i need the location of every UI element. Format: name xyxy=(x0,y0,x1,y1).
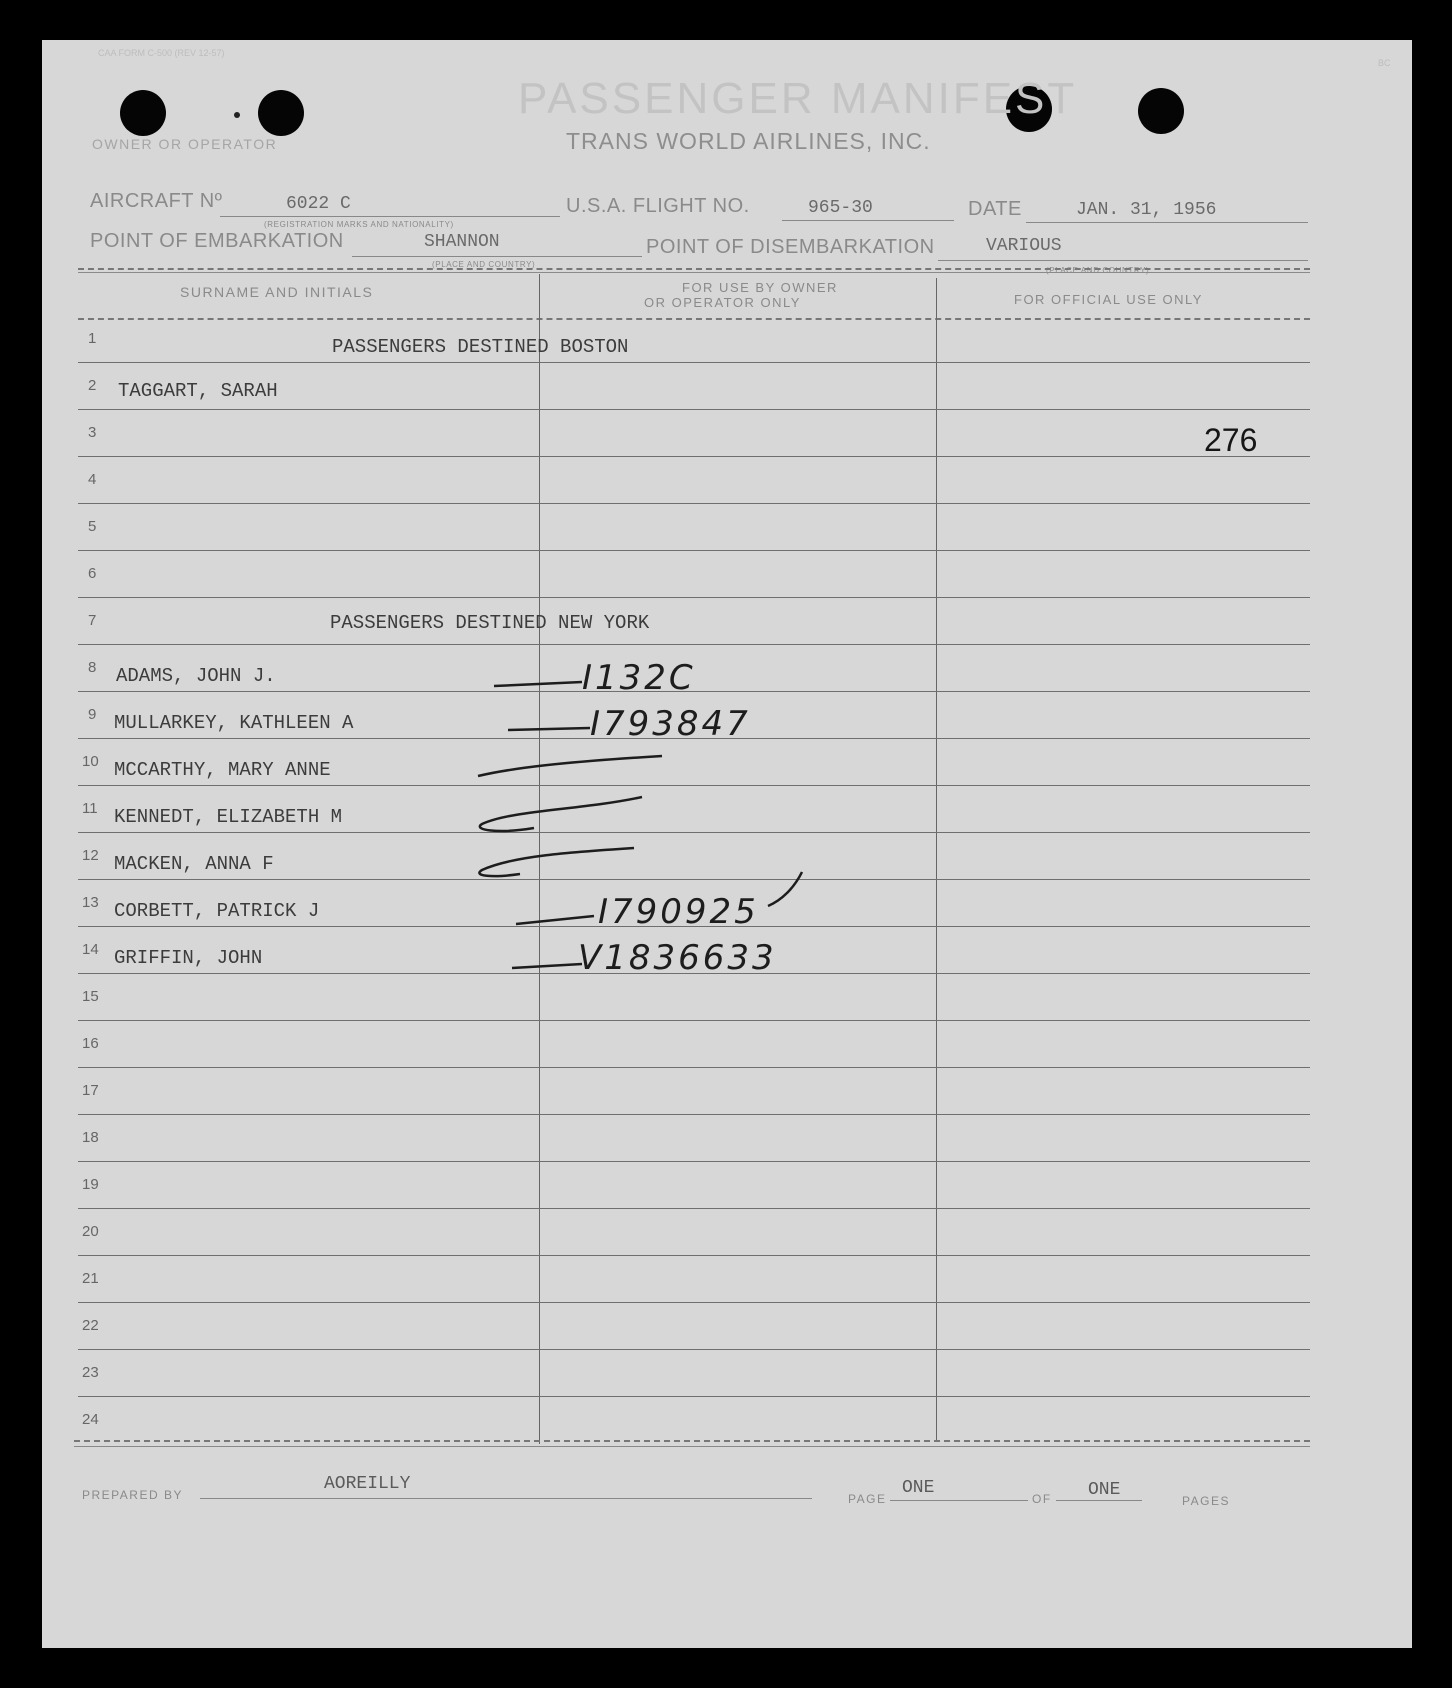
pen-stroke xyxy=(494,682,582,686)
passenger-name: CORBETT, PATRICK J xyxy=(114,900,320,922)
passenger-name: MULLARKEY, KATHLEEN A xyxy=(114,712,354,734)
disembarkation-value: VARIOUS xyxy=(986,236,1062,256)
column-header-surname: SURNAME AND INITIALS xyxy=(180,284,374,300)
page-label: PAGE xyxy=(848,1492,887,1506)
row-number: 15 xyxy=(82,988,99,1005)
section-heading-boston: PASSENGERS DESTINED BOSTON xyxy=(332,336,629,358)
row-number: 20 xyxy=(82,1223,99,1240)
of-value: ONE xyxy=(1088,1480,1121,1500)
of-label: OF xyxy=(1032,1492,1052,1506)
pen-stroke xyxy=(512,964,582,968)
prepared-by-value: AOREILLY xyxy=(324,1474,411,1494)
manifest-sheet xyxy=(42,40,1412,1648)
handwritten-entry: I132C xyxy=(582,658,696,698)
page-underline xyxy=(890,1500,1028,1501)
disembarkation-note: (PLACE AND COUNTRY) xyxy=(1046,266,1150,275)
owner-operator-label: OWNER OR OPERATOR xyxy=(92,136,278,152)
passenger-name: MCCARTHY, MARY ANNE xyxy=(114,759,331,781)
column-header-owner-1: FOR USE BY OWNER xyxy=(682,280,838,295)
prepared-by-label: PREPARED BY xyxy=(82,1488,183,1502)
prepared-by-underline xyxy=(200,1498,812,1499)
row-number: 24 xyxy=(82,1411,99,1428)
aircraft-label: AIRCRAFT Nº xyxy=(90,190,223,212)
row-number: 2 xyxy=(88,377,97,394)
column-header-official: FOR OFFICIAL USE ONLY xyxy=(1014,292,1203,307)
handwritten-entry: I793847 xyxy=(590,704,751,744)
row-number: 16 xyxy=(82,1035,99,1052)
row-number: 5 xyxy=(88,518,97,535)
passenger-name: MACKEN, ANNA F xyxy=(114,853,274,875)
row-number: 23 xyxy=(82,1364,99,1381)
form-title: PASSENGER MANIFEST xyxy=(518,74,1078,123)
handwritten-entry: V1836633 xyxy=(578,938,777,978)
date-label: DATE xyxy=(968,198,1022,220)
row-number: 14 xyxy=(82,941,99,958)
pen-stroke xyxy=(479,848,634,876)
pen-stroke xyxy=(508,728,590,730)
row-number: 12 xyxy=(82,847,99,864)
embarkation-value: SHANNON xyxy=(424,232,500,252)
embarkation-label: POINT OF EMBARKATION xyxy=(90,230,344,252)
pen-stroke xyxy=(478,756,662,776)
row-number: 13 xyxy=(82,894,99,911)
embarkation-note: (PLACE AND COUNTRY) xyxy=(432,260,536,269)
row-number: 3 xyxy=(88,424,97,441)
stamp-number: 276 xyxy=(1204,422,1258,458)
column-header-owner-2: OR OPERATOR ONLY xyxy=(644,295,801,310)
date-value: JAN. 31, 1956 xyxy=(1076,200,1217,220)
pen-strokes xyxy=(42,40,1412,1648)
pen-stroke xyxy=(768,872,802,906)
corner-mark: BC xyxy=(1378,58,1391,68)
pages-label: PAGES xyxy=(1182,1494,1230,1508)
pen-stroke xyxy=(516,916,594,924)
passenger-name: KENNEDT, ELIZABETH M xyxy=(114,806,343,828)
airline-name: TRANS WORLD AIRLINES, INC. xyxy=(566,128,931,154)
row-number: 9 xyxy=(88,706,97,723)
passenger-name: GRIFFIN, JOHN xyxy=(114,947,263,969)
row-number: 10 xyxy=(82,753,99,770)
page-value: ONE xyxy=(902,1478,935,1498)
row-number: 17 xyxy=(82,1082,99,1099)
row-number: 6 xyxy=(88,565,97,582)
row-number: 1 xyxy=(88,330,97,347)
flight-value: 965-30 xyxy=(808,198,873,218)
row-number: 11 xyxy=(82,800,98,817)
row-number: 22 xyxy=(82,1317,99,1334)
passenger-name: TAGGART, SARAH xyxy=(118,380,278,402)
row-number: 18 xyxy=(82,1129,99,1146)
form-code: CAA FORM C-500 (REV 12-57) xyxy=(98,48,225,58)
row-number: 7 xyxy=(88,612,97,629)
row-number: 4 xyxy=(88,471,97,488)
disembarkation-label: POINT OF DISEMBARKATION xyxy=(646,236,935,258)
row-number: 8 xyxy=(88,659,97,676)
of-underline xyxy=(1056,1500,1142,1501)
flight-label: U.S.A. FLIGHT NO. xyxy=(566,195,750,217)
passenger-name: ADAMS, JOHN J. xyxy=(116,665,276,687)
row-number: 19 xyxy=(82,1176,99,1193)
row-number: 21 xyxy=(82,1270,99,1287)
section-heading-new-york: PASSENGERS DESTINED NEW YORK xyxy=(330,612,650,634)
pen-stroke xyxy=(480,797,642,831)
handwritten-entry: I790925 xyxy=(598,892,759,932)
aircraft-note: (REGISTRATION MARKS AND NATIONALITY) xyxy=(264,220,454,229)
aircraft-value: 6022 C xyxy=(286,194,351,214)
